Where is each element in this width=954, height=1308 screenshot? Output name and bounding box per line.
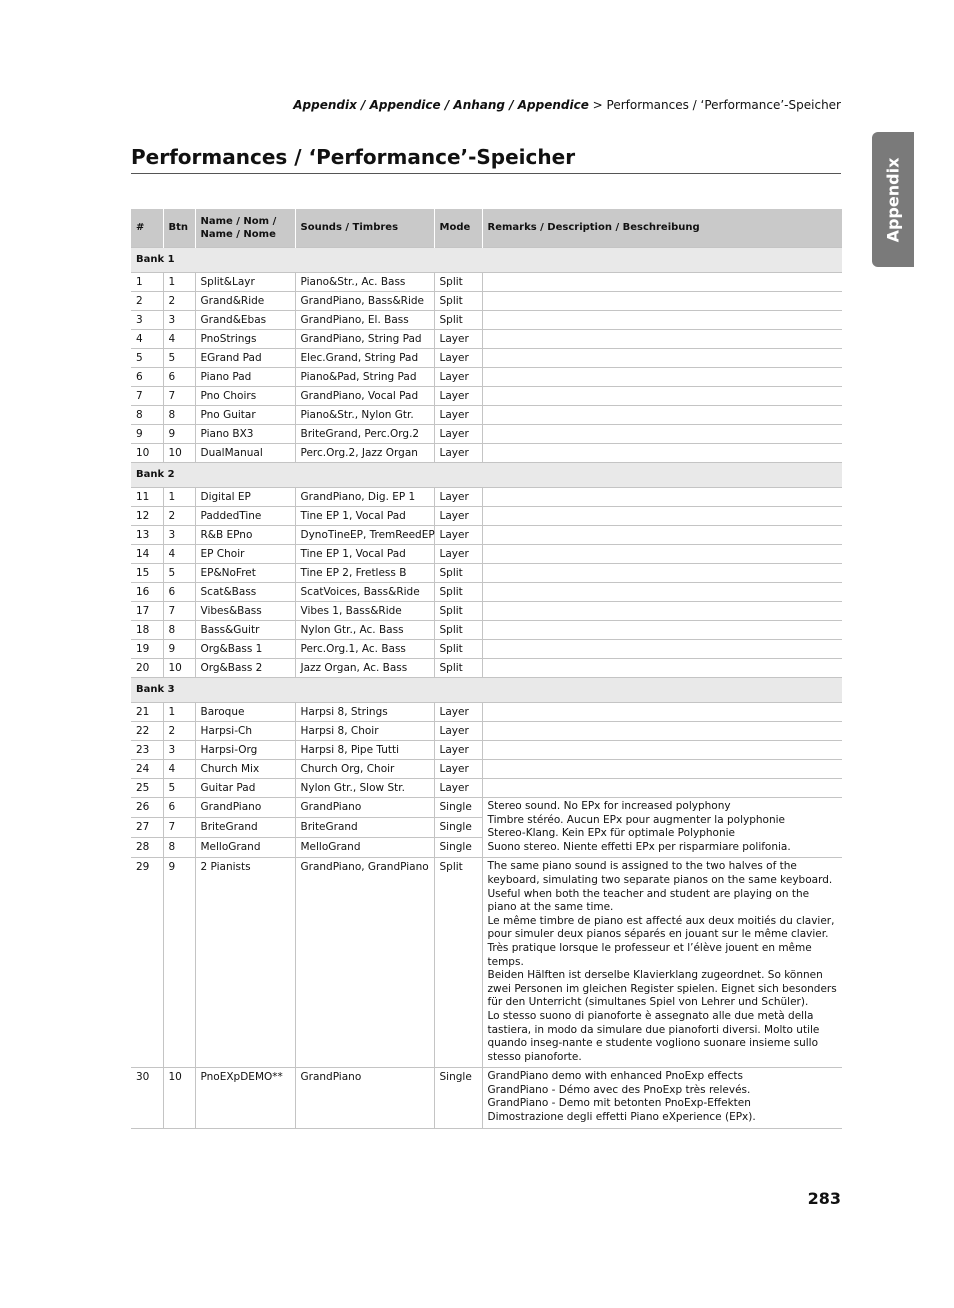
cell-button: 4 [163,760,195,779]
cell-sounds: ScatVoices, Bass&Ride [295,583,434,602]
cell-name: Piano Pad [195,368,295,387]
cell-mode: Layer [434,507,482,526]
cell-sounds: Tine EP 2, Fretless B [295,564,434,583]
table-row [131,507,842,526]
cell-number: 14 [131,545,163,564]
cell-button: 7 [163,602,195,621]
table-row [131,406,842,425]
header-mode: Mode [434,209,482,248]
table-row [131,760,842,779]
table-row [131,1068,842,1128]
cell-name: EP Choir [195,545,295,564]
table-header-row [131,209,842,248]
remark-line: Dimostrazione degli effetti Piano eXperience (EPx). [487,1111,756,1124]
remarks-cell [482,621,842,640]
cell-button: 9 [163,640,195,659]
breadcrumb-current: Performances / ‘Performance’-Speicher [606,98,841,112]
performances-table [131,209,842,1129]
cell-number: 21 [131,703,163,722]
cell-mode: Single [434,838,482,858]
cell-name: Harpsi-Org [195,741,295,760]
cell-button: 10 [163,659,195,678]
cell-button: 10 [163,1068,195,1128]
remark-line: Stereo sound. No EPx for increased polyphony [487,800,731,812]
remarks-cell [482,640,842,659]
cell-name: Baroque [195,703,295,722]
header-name-line2: Name / Nome [200,229,276,240]
table-row [131,488,842,507]
remarks-cell [482,779,842,798]
remark-line: GrandPiano - Demo mit betonten PnoExp-Effekten [487,1097,751,1110]
cell-number: 5 [131,349,163,368]
header-name [195,209,295,248]
cell-button: 4 [163,545,195,564]
remarks-cell [482,545,842,564]
cell-button: 6 [163,368,195,387]
cell-name: Bass&Guitr [195,621,295,640]
cell-mode: Single [434,1068,482,1128]
cell-mode: Layer [434,526,482,545]
cell-name: Grand&Ride [195,292,295,311]
cell-button: 2 [163,507,195,526]
cell-number: 12 [131,507,163,526]
remarks-cell [482,741,842,760]
cell-sounds: GrandPiano [295,1068,434,1128]
cell-name: Pno Choirs [195,387,295,406]
cell-number: 19 [131,640,163,659]
cell-button: 8 [163,406,195,425]
table-row [131,273,842,292]
remarks-cell [482,602,842,621]
header-sounds: Sounds / Timbres [295,209,434,248]
cell-name: MelloGrand [195,838,295,858]
cell-button: 10 [163,444,195,463]
cell-sounds: Piano&Str., Nylon Gtr. [295,406,434,425]
cell-name: Split&Layr [195,273,295,292]
cell-number: 10 [131,444,163,463]
cell-name: DualManual [195,444,295,463]
header-button: Btn [163,209,195,248]
table-row [131,444,842,463]
remark-line: Lo stesso suono di pianoforte è assegnato alle due metà della tastiera, in modo da simulare due pianoforti diversi. Molto utile quando inseg-nante e studente vogliono suonare insieme sullo stesso pianoforte. [487,1009,820,1063]
remarks-cell [482,760,842,779]
table-row [131,741,842,760]
cell-mode: Split [434,659,482,678]
cell-sounds: GrandPiano, Bass&Ride [295,292,434,311]
table-row [131,621,842,640]
cell-sounds: Harpsi 8, Strings [295,703,434,722]
side-tab-label: Appendix [883,157,903,242]
cell-number: 29 [131,858,163,1068]
cell-mode: Layer [434,368,482,387]
cell-button: 2 [163,292,195,311]
remarks-cell [482,488,842,507]
cell-sounds: GrandPiano, GrandPiano [295,858,434,1068]
cell-name: Vibes&Bass [195,602,295,621]
cell-name: BriteGrand [195,818,295,838]
page-number: 283 [807,1189,841,1208]
cell-sounds: Jazz Organ, Ac. Bass [295,659,434,678]
cell-mode: Split [434,858,482,1068]
cell-sounds: DynoTineEP, TremReedEP [295,526,434,545]
remark-line: The same piano sound is assigned to the two halves of the keyboard, simulating two separate pianos on the same keyboard. Useful when both the teacher and student are playing on the piano at the same time. [487,860,833,914]
cell-button: 7 [163,387,195,406]
cell-mode: Layer [434,545,482,564]
cell-sounds: GrandPiano, Vocal Pad [295,387,434,406]
cell-number: 23 [131,741,163,760]
cell-button: 3 [163,526,195,545]
remarks-cell [482,858,842,1068]
cell-button: 1 [163,273,195,292]
cell-mode: Layer [434,703,482,722]
cell-number: 24 [131,760,163,779]
cell-number: 11 [131,488,163,507]
cell-sounds: Harpsi 8, Pipe Tutti [295,741,434,760]
cell-name: PaddedTine [195,507,295,526]
remark-line: Timbre stéréo. Aucun EPx pour augmenter la polyphonie [487,813,785,826]
table-row [131,640,842,659]
remark-line: Beiden Hälften ist derselbe Klavierklang zugeordnet. So können zwei Personen im gleichen Register spielen. Eignet sich besonders für den Unterricht (simultanes Spiel von Lehrer und Schüler). [487,969,837,1009]
cell-number: 2 [131,292,163,311]
cell-name: GrandPiano [195,798,295,818]
breadcrumb-separator: > [588,98,607,112]
cell-mode: Split [434,602,482,621]
cell-name: Guitar Pad [195,779,295,798]
remark-line: Stereo-Klang. Kein EPx für optimale Polyphonie [487,827,735,840]
remark-line: Le même timbre de piano est affecté aux deux moitiés du clavier, pour simuler deux pianos séparés en jouant sur le même clavier. Très pratique lorsque le professeur et l’élève jouent en même temps. [487,914,835,968]
cell-button: 2 [163,722,195,741]
cell-button: 5 [163,779,195,798]
bank-label: Bank 1 [131,248,842,273]
cell-button: 1 [163,488,195,507]
table-row [131,779,842,798]
cell-sounds: Nylon Gtr., Slow Str. [295,779,434,798]
cell-mode: Layer [434,425,482,444]
remarks-cell [482,798,842,858]
table-row [131,292,842,311]
bank-row [131,248,842,273]
cell-mode: Layer [434,741,482,760]
cell-mode: Layer [434,349,482,368]
cell-name: Org&Bass 2 [195,659,295,678]
table-row [131,703,842,722]
remark-line: GrandPiano demo with enhanced PnoExp effects [487,1070,743,1083]
cell-number: 7 [131,387,163,406]
table-row [131,583,842,602]
cell-sounds: BriteGrand, Perc.Org.2 [295,425,434,444]
cell-mode: Single [434,818,482,838]
cell-number: 16 [131,583,163,602]
cell-mode: Split [434,621,482,640]
remarks-cell [482,659,842,678]
cell-sounds: Nylon Gtr., Ac. Bass [295,621,434,640]
cell-sounds: Tine EP 1, Vocal Pad [295,545,434,564]
remarks-cell [482,349,842,368]
remarks-cell [482,311,842,330]
cell-number: 20 [131,659,163,678]
table-row [131,602,842,621]
bank-label: Bank 3 [131,678,842,703]
remarks-cell [482,526,842,545]
cell-button: 1 [163,703,195,722]
cell-name: EGrand Pad [195,349,295,368]
table-row [131,349,842,368]
header-remarks: Remarks / Description / Beschreibung [482,209,842,248]
cell-name: Piano BX3 [195,425,295,444]
remarks-cell [482,564,842,583]
cell-button: 9 [163,858,195,1068]
cell-mode: Split [434,640,482,659]
table-body [131,248,842,1129]
header-number: # [131,209,163,248]
cell-number: 6 [131,368,163,387]
cell-mode: Layer [434,387,482,406]
cell-button: 5 [163,349,195,368]
cell-number: 26 [131,798,163,818]
cell-mode: Layer [434,779,482,798]
remarks-cell [482,273,842,292]
cell-number: 28 [131,838,163,858]
cell-number: 25 [131,779,163,798]
table-row [131,659,842,678]
cell-sounds: GrandPiano, El. Bass [295,311,434,330]
remark-line: GrandPiano - Démo avec des PnoExp très relevés. [487,1083,751,1096]
bank-label: Bank 2 [131,463,842,488]
cell-number: 30 [131,1068,163,1128]
cell-sounds: BriteGrand [295,818,434,838]
remarks-cell [482,292,842,311]
remarks-cell [482,330,842,349]
cell-button: 6 [163,798,195,818]
bank-row [131,463,842,488]
cell-number: 27 [131,818,163,838]
cell-number: 13 [131,526,163,545]
cell-number: 1 [131,273,163,292]
table-row [131,526,842,545]
cell-number: 18 [131,621,163,640]
remarks-cell [482,1068,842,1128]
breadcrumb [293,98,841,112]
cell-sounds: GrandPiano, Dig. EP 1 [295,488,434,507]
cell-mode: Single [434,798,482,818]
cell-sounds: Harpsi 8, Choir [295,722,434,741]
cell-number: 15 [131,564,163,583]
cell-mode: Layer [434,760,482,779]
remarks-cell [482,507,842,526]
cell-button: 8 [163,838,195,858]
cell-name: Scat&Bass [195,583,295,602]
cell-sounds: GrandPiano [295,798,434,818]
table-row [131,858,842,1068]
cell-name: R&B EPno [195,526,295,545]
header-name-line1: Name / Nom / [200,215,277,227]
remarks-cell [482,703,842,722]
cell-number: 22 [131,722,163,741]
cell-sounds: Perc.Org.1, Ac. Bass [295,640,434,659]
cell-name: Pno Guitar [195,406,295,425]
cell-number: 3 [131,311,163,330]
remarks-cell [482,425,842,444]
cell-sounds: Church Org, Choir [295,760,434,779]
page-title: Performances / ‘Performance’-Speicher [131,145,841,174]
cell-sounds: MelloGrand [295,838,434,858]
cell-button: 6 [163,583,195,602]
remarks-cell [482,387,842,406]
cell-button: 9 [163,425,195,444]
cell-name: Church Mix [195,760,295,779]
cell-sounds: Elec.Grand, String Pad [295,349,434,368]
cell-number: 9 [131,425,163,444]
cell-name: 2 Pianists [195,858,295,1068]
cell-sounds: Piano&Pad, String Pad [295,368,434,387]
remarks-cell [482,368,842,387]
cell-mode: Split [434,292,482,311]
cell-number: 8 [131,406,163,425]
cell-mode: Split [434,583,482,602]
cell-name: Harpsi-Ch [195,722,295,741]
table-row [131,564,842,583]
remarks-cell [482,583,842,602]
cell-mode: Layer [434,722,482,741]
cell-name: PnoStrings [195,330,295,349]
appendix-side-tab [872,132,914,267]
table-row [131,311,842,330]
cell-button: 4 [163,330,195,349]
cell-name: Org&Bass 1 [195,640,295,659]
cell-sounds: GrandPiano, String Pad [295,330,434,349]
cell-mode: Layer [434,488,482,507]
remarks-cell [482,406,842,425]
cell-number: 4 [131,330,163,349]
cell-mode: Split [434,564,482,583]
cell-mode: Split [434,311,482,330]
cell-number: 17 [131,602,163,621]
table-row [131,330,842,349]
cell-name: PnoEXpDEMO** [195,1068,295,1128]
breadcrumb-section: Appendix / Appendice / Anhang / Appendice [293,98,589,112]
table-row [131,798,842,818]
cell-button: 7 [163,818,195,838]
cell-mode: Layer [434,406,482,425]
cell-name: EP&NoFret [195,564,295,583]
cell-sounds: Tine EP 1, Vocal Pad [295,507,434,526]
table-row [131,425,842,444]
cell-mode: Layer [434,330,482,349]
cell-name: Digital EP [195,488,295,507]
cell-button: 3 [163,311,195,330]
cell-name: Grand&Ebas [195,311,295,330]
remarks-cell [482,722,842,741]
table-row [131,368,842,387]
bank-row [131,678,842,703]
cell-button: 3 [163,741,195,760]
remark-line: Suono stereo. Niente effetti EPx per risparmiare polifonia. [487,840,791,853]
remarks-cell [482,444,842,463]
cell-sounds: Piano&Str., Ac. Bass [295,273,434,292]
cell-button: 8 [163,621,195,640]
table-row [131,722,842,741]
table-row [131,387,842,406]
cell-button: 5 [163,564,195,583]
cell-mode: Split [434,273,482,292]
cell-mode: Layer [434,444,482,463]
cell-sounds: Vibes 1, Bass&Ride [295,602,434,621]
table-row [131,545,842,564]
cell-sounds: Perc.Org.2, Jazz Organ [295,444,434,463]
